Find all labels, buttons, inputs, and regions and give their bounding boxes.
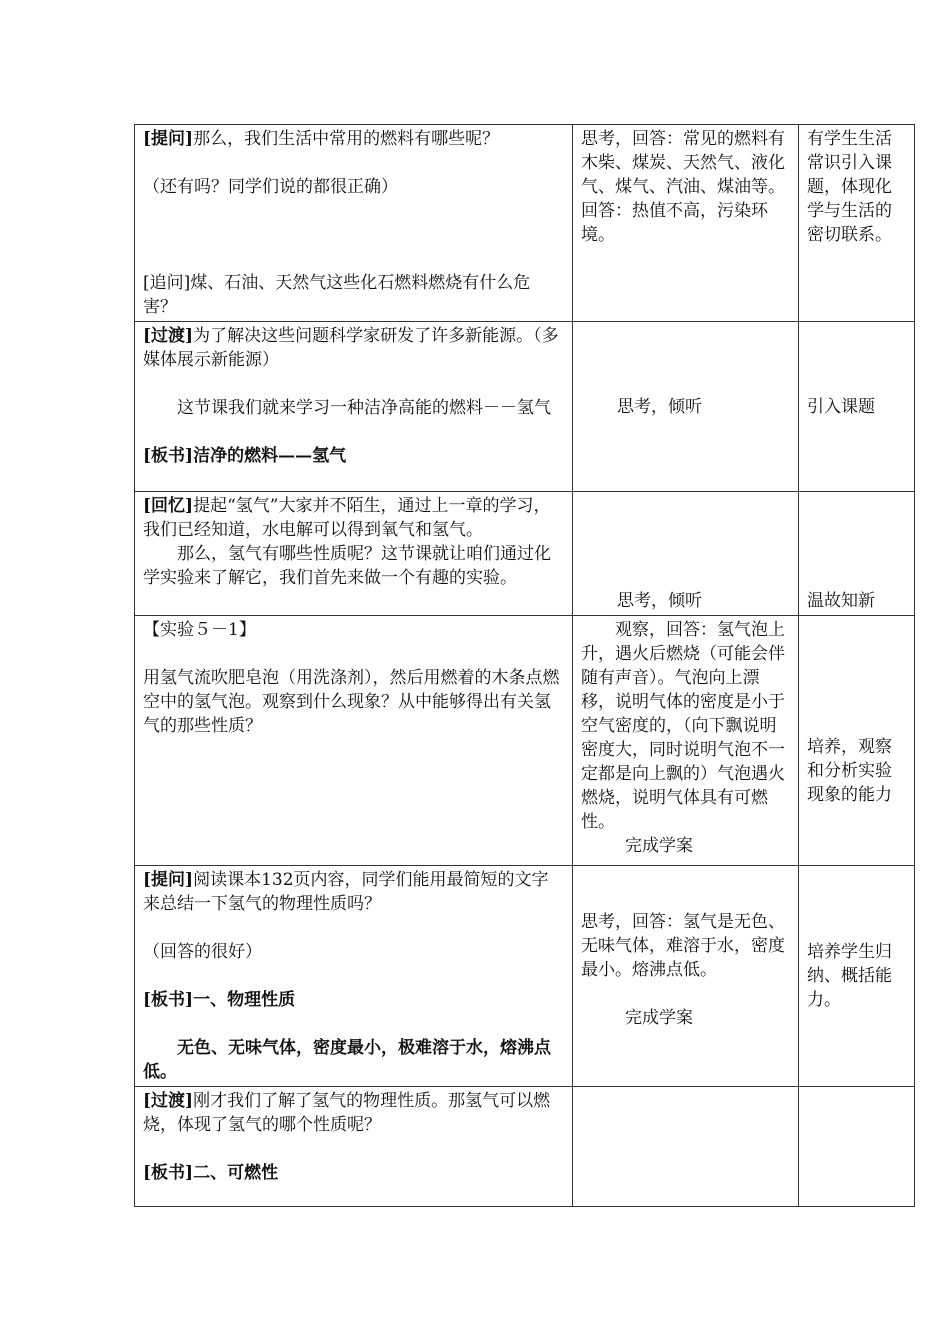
- table-row: [135, 616, 915, 866]
- teacher-text: [提问]阅读课本132页内容，同学们能用最简短的文字来总结一下氢气的物理性质吗？: [143, 870, 549, 914]
- design-intent-cell: [799, 125, 915, 322]
- intent-text: 有学生生活常识引入课题，体现化学与生活的密切联系。: [807, 129, 892, 245]
- board-heading: [板书]洁净的燃料——氢气: [143, 446, 347, 466]
- teacher-activity-cell: [135, 125, 573, 322]
- student-text: 思考，倾听: [617, 396, 702, 417]
- intent-text: 培养，观察和分析实验现象的能力: [807, 736, 892, 805]
- board-heading: [板书]二、可燃性: [143, 1163, 279, 1183]
- intent-text: 温故知新: [807, 591, 875, 611]
- teacher-text: [回忆]提起“氢气”大家并不陌生，通过上一章的学习，我们已经知道，水电解可以得到氧气和氢气。: [143, 496, 551, 540]
- student-text: 回答：热值不高，污染环境。: [581, 201, 768, 245]
- table-row: [135, 1087, 915, 1207]
- design-intent-cell: [799, 616, 915, 866]
- teacher-text: （还有吗？同学们说的都很正确）: [143, 177, 398, 197]
- teacher-text: 这节课我们就来学习一种洁净高能的燃料－－氢气: [177, 398, 551, 418]
- board-text: 无色、无味气体，密度最小，极难溶于水，熔沸点低。: [143, 1038, 551, 1082]
- design-intent-cell: [799, 492, 915, 616]
- student-activity-cell: [573, 616, 799, 866]
- teacher-activity-cell: [135, 866, 573, 1087]
- student-text: 完成学案: [625, 1008, 693, 1028]
- teacher-text: [过渡]刚才我们了解了氢气的物理性质。那氢气可以燃烧，体现了氢气的哪个性质呢？: [143, 1091, 551, 1135]
- teacher-activity-cell: [135, 1087, 573, 1207]
- student-activity-cell: [573, 125, 799, 322]
- student-text: 完成学案: [625, 836, 693, 856]
- student-activity-cell: [573, 1087, 799, 1207]
- intent-text: 引入课题: [807, 396, 875, 417]
- design-intent-cell: [799, 1087, 915, 1207]
- teacher-text: [过渡]为了解决这些问题科学家研发了许多新能源。（多媒体展示新能源）: [143, 326, 559, 370]
- teacher-text: [追问]煤、石油、天然气这些化石燃料燃烧有什么危害？: [143, 273, 531, 317]
- teacher-activity-cell: [135, 322, 573, 492]
- table-row: [135, 492, 915, 616]
- table-row: [135, 322, 915, 492]
- student-text: 思考，倾听: [617, 591, 702, 611]
- teacher-text: 那么，氢气有哪些性质呢？这节课就让咱们通过化学实验来了解它，我们首先来做一个有趣的实验。: [143, 544, 551, 588]
- design-intent-cell: [799, 866, 915, 1087]
- student-activity-cell: [573, 492, 799, 616]
- design-intent-cell: [799, 322, 915, 492]
- table-row: [135, 866, 915, 1087]
- student-text: 思考，回答：氢气是无色、无味气体，难溶于水，密度最小。熔沸点低。: [581, 912, 785, 980]
- teacher-text: [提问]那么，我们生活中常用的燃料有哪些呢？: [143, 129, 500, 149]
- teacher-text: （回答的很好）: [143, 942, 262, 962]
- teacher-activity-cell: [135, 492, 573, 616]
- student-activity-cell: [573, 866, 799, 1087]
- board-heading: [板书]一、物理性质: [143, 990, 296, 1010]
- student-text: 思考，回答：常见的燃料有木柴、煤炭、天然气、液化气、煤气、汽油、煤油等。: [581, 129, 785, 197]
- student-text: 观察，回答：氢气泡上升，遇火后燃烧（可能会伴随有声音）。气泡向上漂移，说明气体的密度是小于空气密度的，（向下飘说明密度大，同时说明气泡不一定都是向上飘的）气泡遇火燃烧，说明气体具有可燃性。: [581, 620, 785, 832]
- teacher-text: 用氢气流吹肥皂泡（用洗涤剂），然后用燃着的木条点燃空中的氢气泡。观察到什么现象？从中能够得出有关氢气的那些性质？: [143, 668, 560, 736]
- intent-text: 培养学生归纳、概括能力。: [807, 942, 892, 1010]
- teacher-activity-cell: [135, 616, 573, 866]
- student-activity-cell: [573, 322, 799, 492]
- teacher-text: 【实验５－1】: [143, 620, 256, 640]
- table-row: [135, 125, 915, 322]
- lesson-plan-table: [134, 124, 915, 1207]
